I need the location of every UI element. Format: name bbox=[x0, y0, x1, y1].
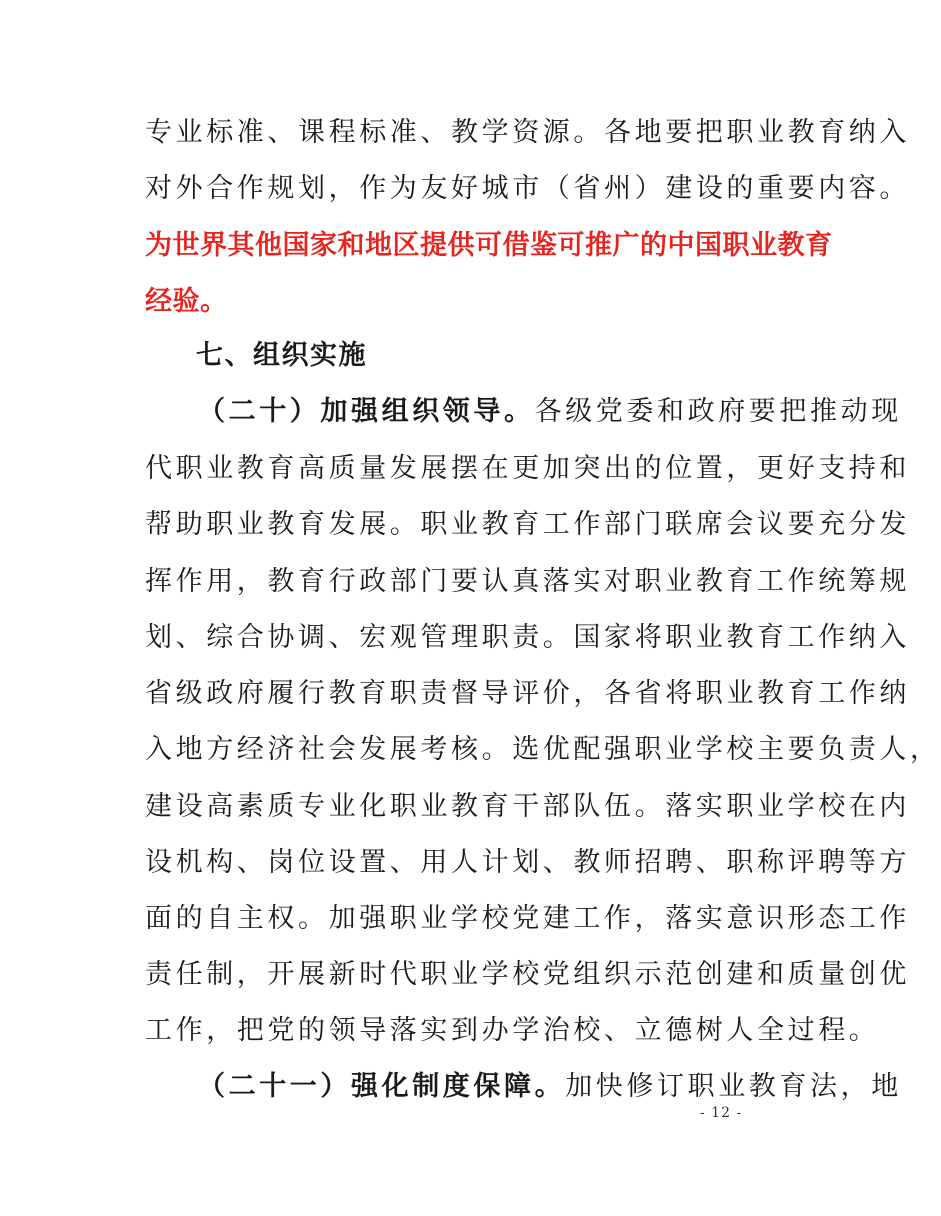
body-text-line: 面的自主权。加强职业学校党建工作，落实意识形态工作 bbox=[145, 903, 910, 934]
body-text-line: 建设高素质专业化职业教育干部队伍。落实职业学校在内 bbox=[145, 791, 910, 822]
paragraph-21-text: 加快修订职业教育法，地 bbox=[565, 1071, 902, 1102]
paragraph-21-label: （二十一）强化制度保障。 bbox=[198, 1071, 566, 1102]
paragraph-21-first-line bbox=[198, 1071, 902, 1102]
section-heading: 七、组织实施 bbox=[196, 340, 367, 371]
body-text-line: 责任制，开展新时代职业学校党组织示范创建和质量创优 bbox=[145, 959, 910, 990]
body-text-line: 设机构、岗位设置、用人计划、教师招聘、职称评聘等方 bbox=[145, 847, 910, 878]
paragraph-20-first-line bbox=[198, 396, 902, 427]
highlighted-text-line: 为世界其他国家和地区提供可借鉴可推广的中国职业教育 bbox=[145, 230, 833, 261]
paragraph-20-label: （二十）加强组织领导。 bbox=[198, 396, 535, 427]
highlighted-text-line: 经验。 bbox=[145, 286, 228, 317]
body-text-line: 省级政府履行教育职责督导评价，各省将职业教育工作纳 bbox=[145, 678, 910, 709]
body-text-line: 帮助职业教育发展。职业教育工作部门联席会议要充分发 bbox=[145, 509, 910, 540]
body-text-line: 入地方经济社会发展考核。选优配强职业学校主要负责人， bbox=[145, 734, 941, 765]
body-text-line: 专业标准、课程标准、教学资源。各地要把职业教育纳入 bbox=[145, 117, 910, 148]
body-text-line: 划、综合协调、宏观管理职责。国家将职业教育工作纳入 bbox=[145, 622, 910, 653]
paragraph-20-text: 各级党委和政府要把推动现 bbox=[534, 396, 902, 427]
body-text-line: 对外合作规划，作为友好城市（省州）建设的重要内容。 bbox=[145, 173, 910, 204]
body-text-line: 挥作用，教育行政部门要认真落实对职业教育工作统筹规 bbox=[145, 566, 910, 597]
body-text-line: 代职业教育高质量发展摆在更加突出的位置，更好支持和 bbox=[145, 453, 910, 484]
page-number: - 12 - bbox=[700, 1105, 743, 1121]
body-text-line: 工作，把党的领导落实到办学治校、立德树人全过程。 bbox=[145, 1015, 880, 1046]
